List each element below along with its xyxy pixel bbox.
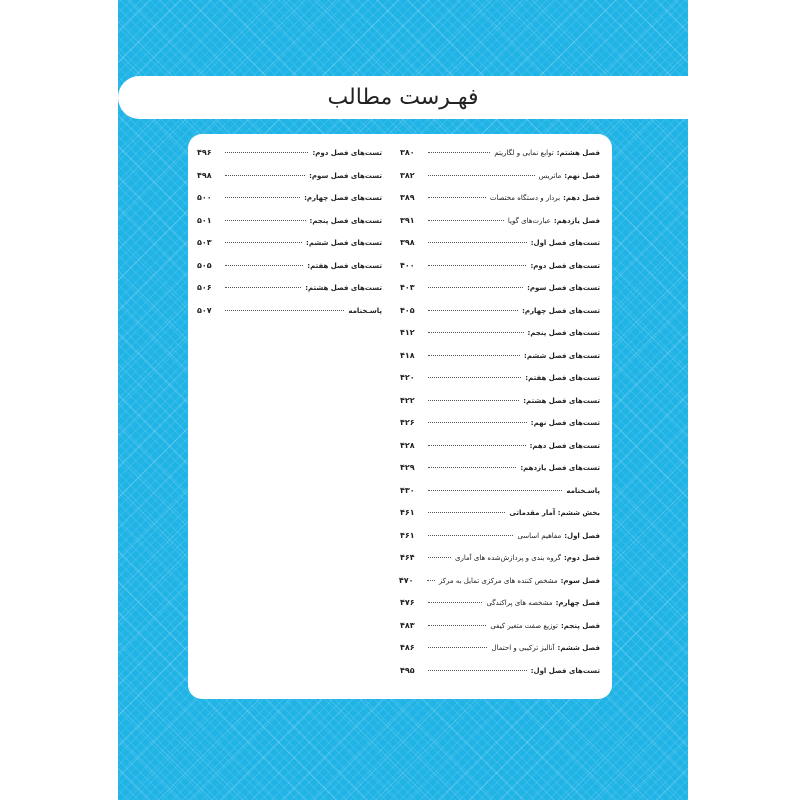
- toc-entry-label: تست‌های فصل دهم:: [529, 441, 600, 450]
- toc-entry-page-number: ۳۸۲: [400, 170, 415, 180]
- toc-entry-page-number: ۴۰۰: [400, 260, 415, 270]
- toc-entry-page-number: ۴۷۶: [400, 598, 415, 607]
- toc-entry-page-number: ۴۹۸: [197, 170, 212, 180]
- toc-entry: [400, 508, 600, 531]
- dot-leader: [225, 152, 308, 153]
- toc-entry: [400, 396, 600, 419]
- dot-leader: [428, 490, 562, 491]
- toc-entry-title: ماتریس: [538, 171, 562, 180]
- toc-entry-label: فصل هشتم:: [556, 149, 600, 157]
- dot-leader: [428, 602, 482, 603]
- dot-leader: [428, 422, 527, 423]
- toc-entry: [400, 418, 600, 441]
- toc-entry: [400, 171, 600, 194]
- toc-entry: [400, 643, 600, 666]
- toc-entry: [197, 238, 382, 261]
- toc-entry-title: گروه بندی و پردازش‌شده‌ های آماری: [454, 554, 561, 562]
- toc-entry-label: تست‌های فصل اول:: [530, 239, 600, 247]
- toc-entry-label: فصل دوم:: [563, 554, 600, 562]
- toc-entry: [197, 148, 382, 171]
- toc-entry-page-number: ۵۰۳: [197, 238, 212, 247]
- toc-entry-page-number: ۴۲۸: [400, 440, 415, 450]
- toc-entry: [197, 216, 382, 239]
- toc-entry-title: بردار و دستگاه مختصات: [489, 194, 561, 202]
- toc-entry: [400, 576, 600, 599]
- toc-entry-page-number: ۳۹۸: [400, 238, 415, 247]
- toc-entry-label: فصل ششم:: [557, 644, 600, 652]
- dot-leader: [428, 445, 526, 446]
- dot-leader: [428, 242, 527, 243]
- dot-leader: [428, 377, 521, 378]
- toc-entry-label: پاسـخنامه: [566, 486, 600, 495]
- toc-entry-label: تست‌های فصل هشتم:: [523, 396, 600, 405]
- toc-entry-page-number: ۳۹۱: [400, 215, 415, 225]
- toc-entry-page-number: ۴۱۲: [400, 328, 415, 337]
- toc-entry: [400, 441, 600, 464]
- dot-leader: [428, 647, 487, 648]
- toc-entry-page-number: ۴۷۰: [398, 575, 414, 585]
- dot-leader: [428, 220, 504, 221]
- toc-entry-label: تست‌های فصل دوم:: [312, 149, 382, 157]
- toc-entry-page-number: ۴۲۹: [400, 463, 415, 472]
- title-banner: [118, 76, 688, 119]
- toc-entry-label: تست‌های فصل ششم:: [524, 351, 600, 360]
- toc-entry-label: تست‌های فصل سوم:: [309, 171, 382, 180]
- toc-entry-page-number: ۴۶۱: [400, 508, 415, 517]
- toc-entry-title: مفاهیم اساسی: [517, 531, 562, 540]
- toc-entry-label: تست‌های فصل هفتم:: [307, 261, 382, 270]
- toc-entry-page-number: ۴۶۱: [400, 530, 415, 540]
- toc-entry: [197, 306, 382, 329]
- toc-entry-page-number: ۴۶۴: [400, 553, 415, 562]
- toc-entry: [400, 328, 600, 351]
- toc-column-left: [197, 148, 382, 328]
- toc-entry: [400, 373, 600, 396]
- dot-leader: [225, 242, 302, 243]
- toc-entry: [400, 463, 600, 486]
- toc-entry-label: فصل سوم:: [560, 576, 600, 585]
- toc-entry-label: تست‌های فصل هشتم:: [305, 284, 382, 292]
- toc-entry: [400, 666, 600, 689]
- toc-entry: [197, 193, 382, 216]
- dot-leader: [427, 580, 435, 581]
- toc-entry-label: تست‌های فصل نهم:: [530, 419, 600, 427]
- toc-entry-label: تست‌های فصل چهارم:: [304, 194, 382, 202]
- toc-entry: [197, 261, 382, 284]
- toc-entry: [400, 351, 600, 374]
- toc-entry-page-number: ۵۰۱: [197, 215, 212, 225]
- toc-entry: [197, 283, 382, 306]
- toc-column-right: [400, 148, 600, 688]
- toc-panel: [188, 134, 612, 699]
- toc-entry-page-number: ۳۸۹: [400, 193, 415, 202]
- toc-entry-label: تست‌های فصل هفتم:: [525, 374, 600, 382]
- dot-leader: [225, 287, 301, 288]
- dot-leader: [225, 197, 300, 198]
- toc-entry-page-number: ۴۲۰: [400, 373, 415, 382]
- dot-leader: [428, 265, 526, 266]
- toc-entry-label: بخش ششم: آمار مقدماتی: [509, 509, 600, 517]
- toc-entry-label: تست‌های فصل اول:: [530, 666, 600, 675]
- toc-entry-page-number: ۴۲۶: [400, 418, 415, 427]
- toc-entry: [400, 621, 600, 644]
- toc-entry-label: تست‌های فصل چهارم:: [522, 306, 600, 315]
- toc-entry-label: تست‌های فصل پنجم:: [527, 329, 600, 337]
- dot-leader: [428, 512, 505, 513]
- toc-entry-label: فصل پنجم:: [561, 621, 600, 630]
- toc-entry-title: آنالیز ترکیبی و احتمال: [491, 644, 555, 652]
- toc-entry-label: فصل اول:: [564, 531, 600, 540]
- dot-leader: [428, 467, 516, 468]
- toc-entry: [400, 193, 600, 216]
- dot-leader: [428, 287, 523, 288]
- toc-entry: [400, 216, 600, 239]
- toc-entry-page-number: ۴۸۳: [400, 620, 415, 630]
- dot-leader: [428, 625, 486, 626]
- toc-entry-page-number: ۳۸۰: [400, 148, 415, 157]
- toc-entry-page-number: ۵۰۷: [197, 305, 212, 315]
- toc-entry-page-number: ۴۳۰: [400, 485, 415, 495]
- toc-entry-title: مشخص کننده های مرکزی تمایل به مرکز: [438, 576, 558, 585]
- page-title: فهـرست مطالب: [327, 85, 479, 110]
- dot-leader: [225, 175, 305, 176]
- toc-entry-page-number: ۴۹۵: [400, 665, 415, 675]
- toc-entry: [400, 531, 600, 554]
- dot-leader: [428, 197, 486, 198]
- toc-entry-title: مشخصه های پراکندگی: [486, 599, 553, 607]
- toc-entry: [400, 553, 600, 576]
- toc-entry-page-number: ۵۰۶: [197, 283, 212, 292]
- dot-leader: [225, 310, 344, 311]
- dot-leader: [428, 557, 451, 558]
- toc-entry-label: تست‌های فصل دوم:: [530, 261, 600, 270]
- toc-entry: [400, 261, 600, 284]
- dot-leader: [428, 400, 519, 401]
- dot-leader: [225, 220, 306, 221]
- toc-entry: [197, 171, 382, 194]
- dot-leader: [428, 310, 518, 311]
- toc-entry-label: فصل چهارم:: [555, 599, 600, 607]
- dot-leader: [225, 265, 303, 266]
- toc-entry-page-number: ۵۰۵: [197, 260, 212, 270]
- toc-entry-label: تست‌های فصل ششم:: [306, 239, 382, 247]
- toc-entry-label: فصل دهم:: [563, 194, 600, 202]
- toc-entry: [400, 306, 600, 329]
- toc-entry-page-number: ۴۹۶: [197, 148, 212, 157]
- toc-entry-page-number: ۴۱۸: [400, 350, 415, 360]
- toc-entry-label: پاسـخنامه: [348, 306, 382, 315]
- toc-entry: [400, 283, 600, 306]
- toc-entry-title: عبارت‌های گویا: [507, 216, 551, 225]
- toc-entry-page-number: ۴۸۶: [400, 643, 415, 652]
- toc-entry-label: تست‌های فصل یازدهم:: [520, 464, 600, 472]
- toc-entry-title: توزیع صفت متغیر کیفی: [490, 621, 558, 630]
- toc-entry-page-number: ۴۰۵: [400, 305, 415, 315]
- toc-entry-label: تست‌های فصل پنجم:: [309, 216, 382, 225]
- toc-entry: [400, 598, 600, 621]
- toc-entry: [400, 238, 600, 261]
- toc-entry-title: توابع نمایی و لگاریتم: [494, 149, 554, 157]
- toc-entry-label: تست‌های فصل سوم:: [527, 284, 600, 292]
- toc-entry: [400, 486, 600, 509]
- toc-entry: [400, 148, 600, 171]
- dot-leader: [428, 355, 520, 356]
- toc-entry-page-number: ۵۰۰: [197, 193, 212, 202]
- dot-leader: [428, 670, 527, 671]
- dot-leader: [428, 152, 490, 153]
- toc-entry-label: فصل نهم:: [564, 171, 600, 180]
- toc-entry-page-number: ۴۰۳: [400, 283, 415, 292]
- dot-leader: [428, 535, 513, 536]
- toc-entry-page-number: ۴۲۲: [400, 395, 415, 405]
- dot-leader: [428, 332, 524, 333]
- dot-leader: [428, 175, 535, 176]
- toc-entry-label: فصل یازدهم:: [553, 216, 600, 225]
